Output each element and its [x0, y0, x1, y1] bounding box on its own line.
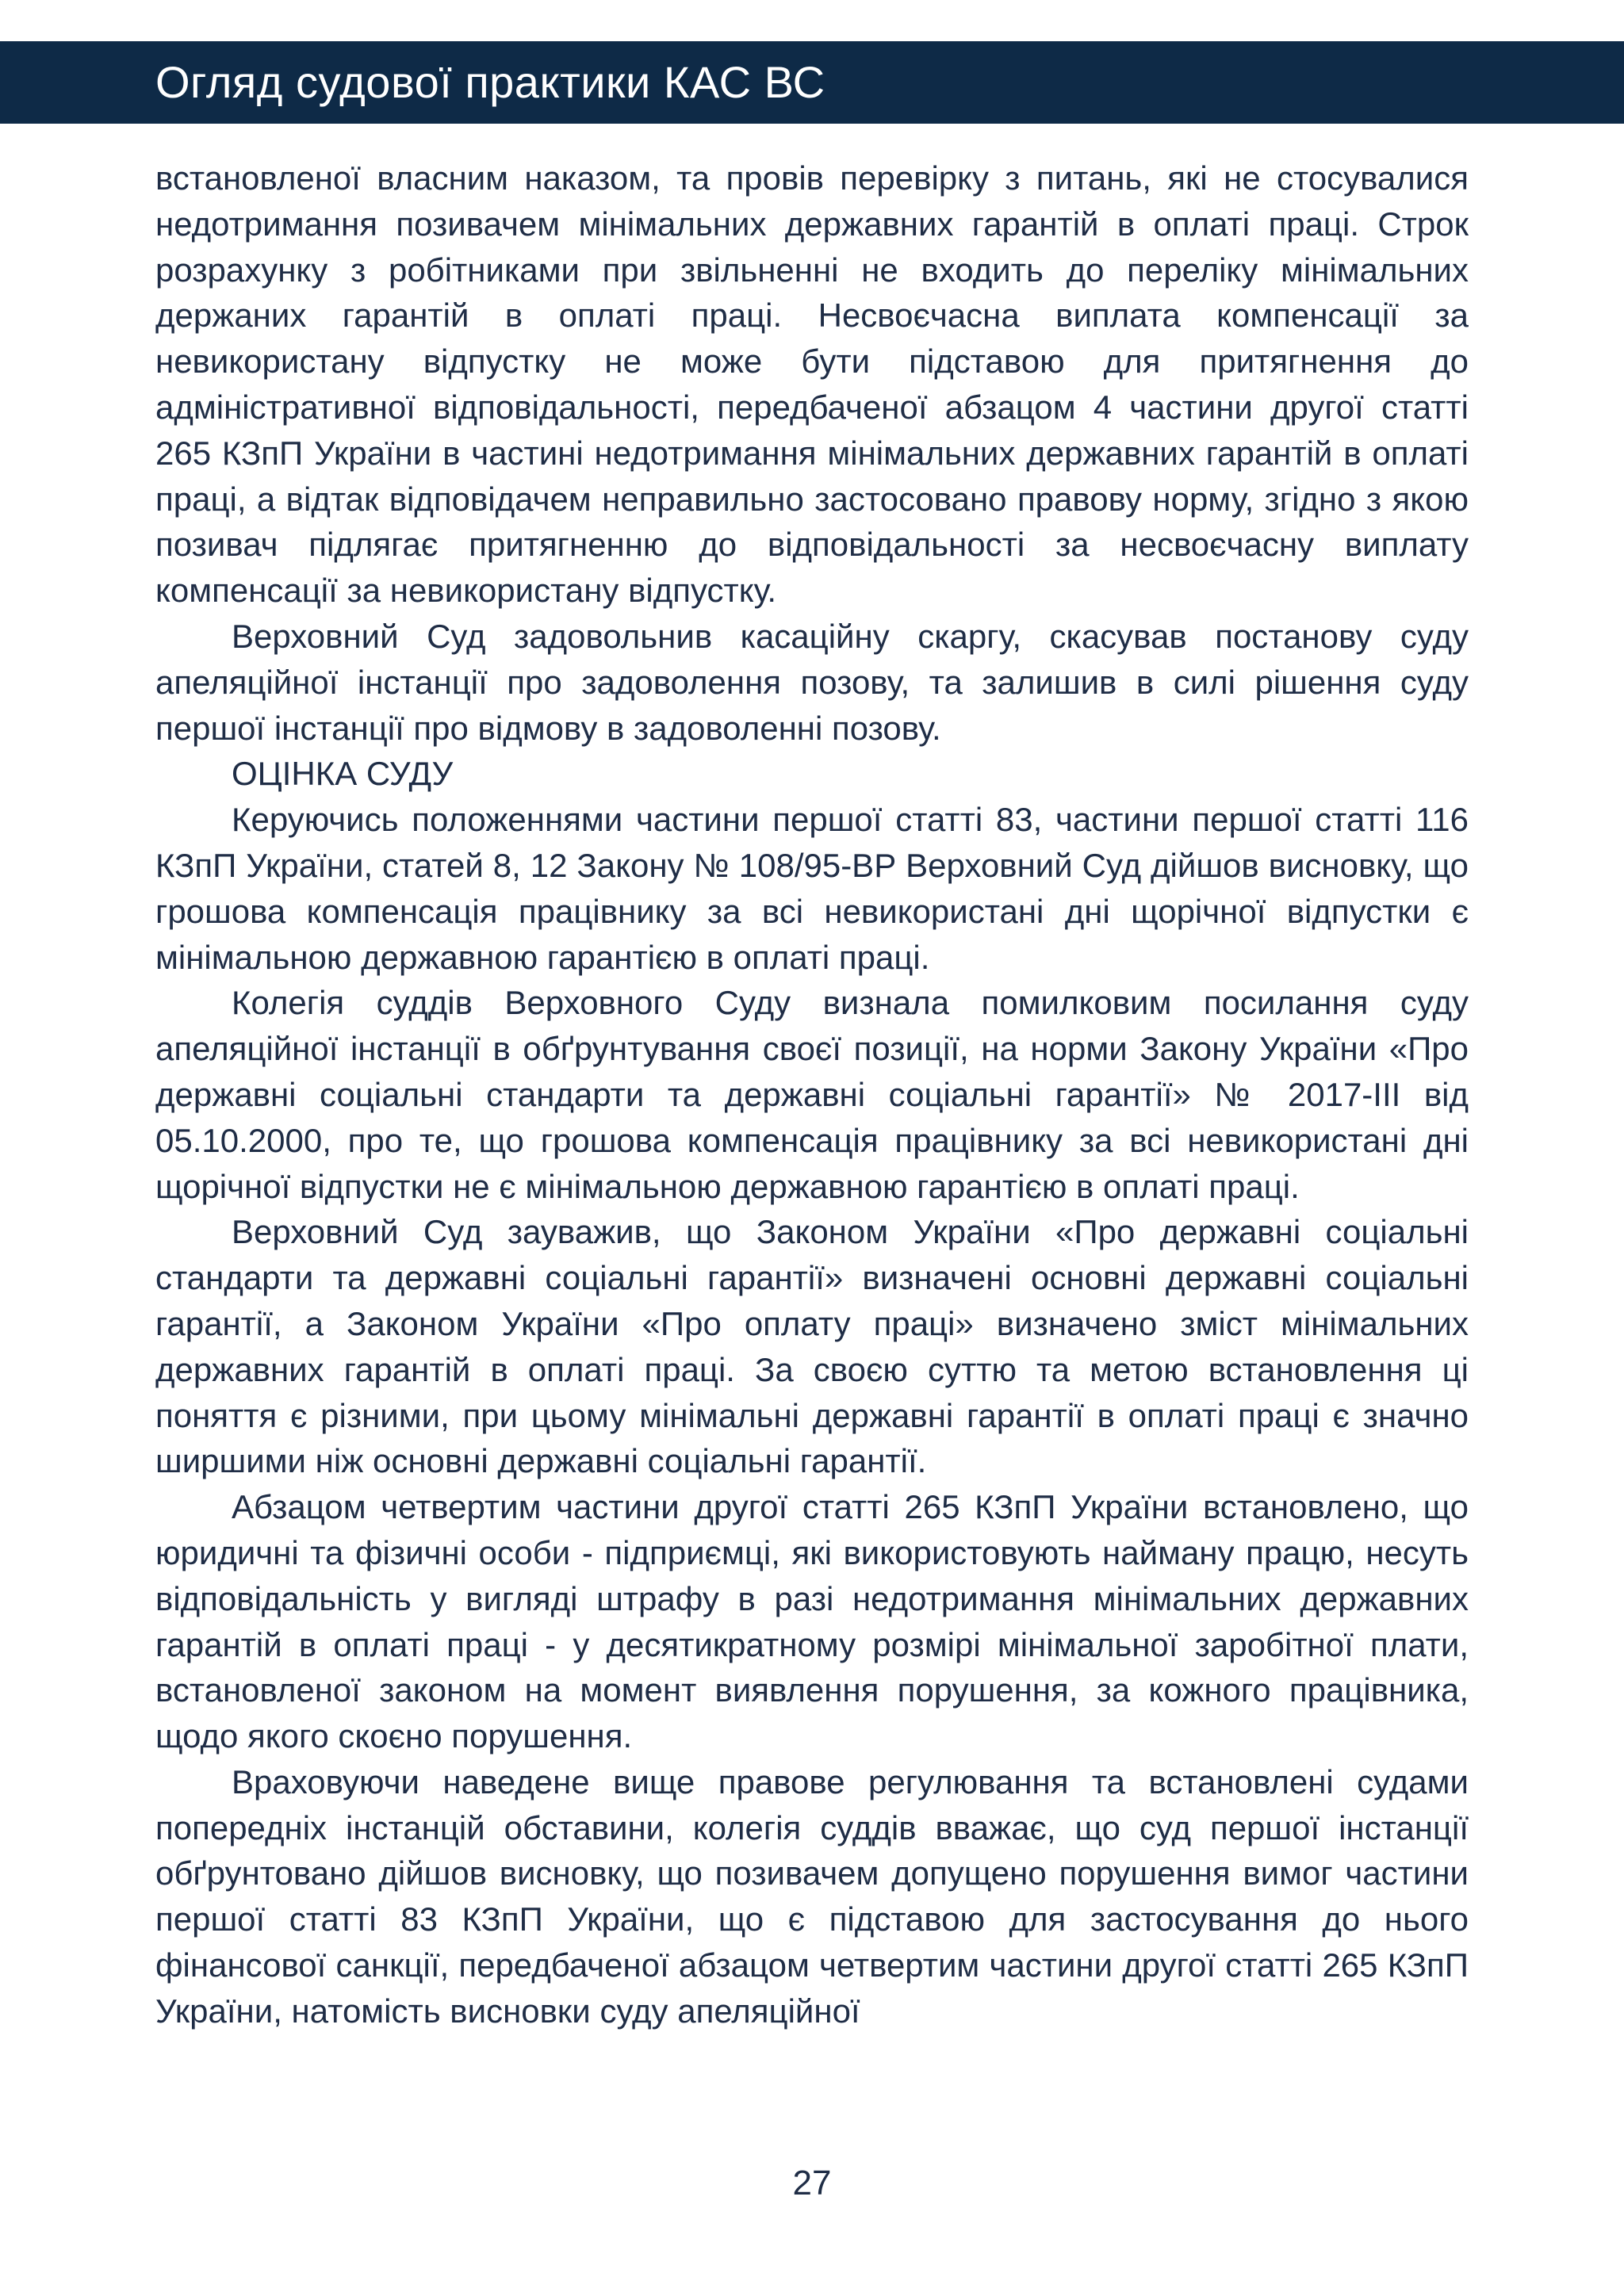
paragraph-liability: Абзацом четвертим частини другої статті 265 КЗпП України встановлено, що юридичні та фізичні особи - підприємці, які використовують найману працю, несуть відповідальність у вигляді штрафу в разі недотримання мінімальних державних гарантій в оплаті праці - у десятикратному розмірі мінімальної заробітної плати, встановленої законом на момент виявлення порушення, за кожного працівника, щодо якого скоєно порушення. — [155, 1488, 1469, 1755]
paragraph-conclusion: Враховуючи наведене вище правове регулювання та встановлені судами попередніх інстанцій обставини, колегія суддів вважає, що суд першої інстанції обґрунтовано дійшов висновку, що позивачем допущено порушення вимог частини першої статті 83 КЗпП України, що є підставою для застосування до нього фінансової санкції, передбаченої абзацом четвертим частини другої статті 265 КЗпП України, натомість висновки суду апеляційної — [155, 1762, 1469, 2030]
paragraph-assessment: Керуючись положеннями частини першої статті 83, частини першої статті 116 КЗпП України, статей 8, 12 Закону № 108/95-ВР Верховний Суд дійшов висновку, що грошова компенсація працівнику за всі невикористані дні щорічної відпустки є мінімальною державною гарантією в оплаті праці. — [155, 801, 1469, 976]
document-body — [155, 155, 1469, 2034]
paragraph-continuation: встановленої власним наказом, та провів перевірку з питань, які не стосувалися недотримання позивачем мінімальних державних гарантій в оплаті праці. Строк розрахунку з робітниками при звільненні не входить до переліку мінімальних держаних гарантій в оплаті праці. Несвоєчасна виплата компенсації за невикористану відпустку не може бути підставою для притягнення до адміністративної відповідальності, передбаченої абзацом 4 частини другої статті 265 КЗпП України в частині недотримання мінімальних державних гарантій в оплаті праці, а відтак відповідачем неправильно застосовано правову норму, згідно з якою позивач підлягає притягненню до відповідальності за несвоєчасну виплату компенсації за невикористану відпустку. — [155, 159, 1469, 610]
page-number: 27 — [792, 2164, 832, 2202]
section-heading: ОЦІНКА СУДУ — [232, 755, 454, 793]
paragraph-decision: Верховний Суд задовольнив касаційну скаргу, скасував постанову суду апеляційної інстанції про задоволення позову, та залишив в силі рішення суду першої інстанції про відмову в задоволенні позову. — [155, 617, 1469, 747]
header-title: Огляд судової практики КАС ВС — [155, 57, 825, 107]
header-bar — [0, 41, 1624, 124]
paragraph-erroneous-reference: Колегія суддів Верховного Суду визнала помилковим посилання суду апеляційної інстанції в обґрунтування своєї позиції, на норми Закону України «Про державні соціальні стандарти та державні соціальні гарантії» № 2017-ІІІ від 05.10.2000, про те, що грошова компенсація працівнику за всі невикористані дні щорічної відпустки не є мінімальною державною гарантією в оплаті праці. — [155, 984, 1469, 1205]
paragraph-law-distinction: Верховний Суд зауважив, що Законом України «Про державні соціальні стандарти та державні соціальні гарантії» визначені основні державні соціальні гарантії, а Законом України «Про оплату праці» визначено зміст мінімальних державних гарантій в оплаті праці. За своєю суттю та метою встановлення ці поняття є різними, при цьому мінімальні державні гарантії в оплаті праці є значно ширшими ніж основні державні соціальні гарантії. — [155, 1213, 1469, 1480]
